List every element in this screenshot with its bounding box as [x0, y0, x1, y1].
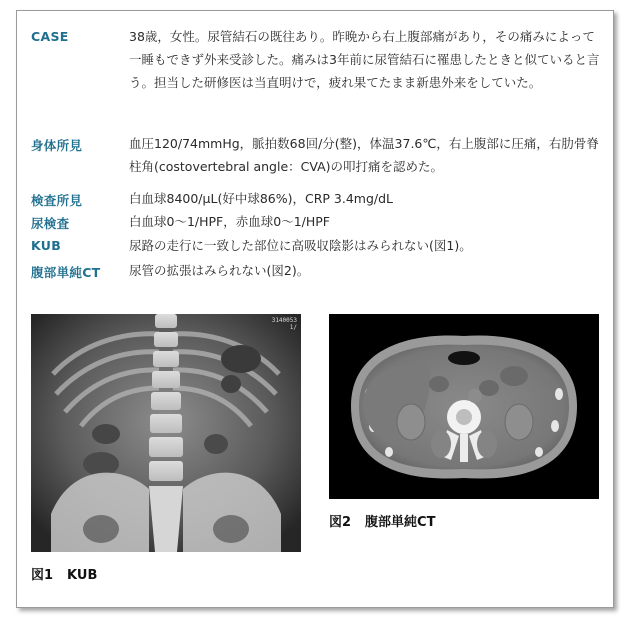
figure-1-number: 図1: [31, 568, 54, 583]
figure-1-title: KUB: [67, 568, 98, 583]
figure-2-caption: [329, 511, 435, 530]
case-label: CASE: [31, 29, 69, 44]
ct-text: 尿管の拡張はみられない(図2)。: [129, 263, 310, 278]
xray-id-overlay: 3140053 1/: [271, 317, 297, 331]
kub-xray-image: [31, 314, 301, 552]
urine-label: 尿検査: [31, 216, 70, 231]
figure-2-title: 腹部単純CT: [365, 515, 436, 530]
ct-label: 腹部単純CT: [31, 265, 101, 280]
figure-2-number: 図2: [329, 515, 352, 530]
kub-text: 尿路の走行に一致した部位に高吸収陰影はみられない(図1)。: [129, 238, 472, 253]
urine-text: 白血球0〜1/HPF，赤血球0〜1/HPF: [129, 214, 330, 229]
ct-scan-image: [329, 314, 599, 499]
physical-exam-label: 身体所見: [31, 138, 83, 153]
ct-scan-illustration: [329, 314, 599, 499]
lab-text: 白血球8400/μL(好中球86%)，CRP 3.4mg/dL: [129, 191, 394, 206]
lab-label: 検査所見: [31, 193, 83, 208]
kub-xray-illustration: [31, 314, 301, 552]
figure-1-caption: [31, 564, 97, 583]
case-text: 38歳，女性。尿管結石の既往あり。昨晩から右上腹部痛があり，その痛みによって一睡もできず外来受診した。痛みは3年前に尿管結石に罹患したときと似ていると言う。担当した研修医は当直明けで，疲れ果てたまま新患外来をしていた。: [129, 29, 600, 90]
case-card: [16, 10, 614, 608]
physical-exam-text: 血圧120/74mmHg，脈拍数68回/分(整)，体温37.6℃，右上腹部に圧痛，右肋骨脊柱角(costovertebral angle：CVA)の叩打痛を認めた。: [129, 136, 599, 174]
kub-label: KUB: [31, 238, 62, 253]
